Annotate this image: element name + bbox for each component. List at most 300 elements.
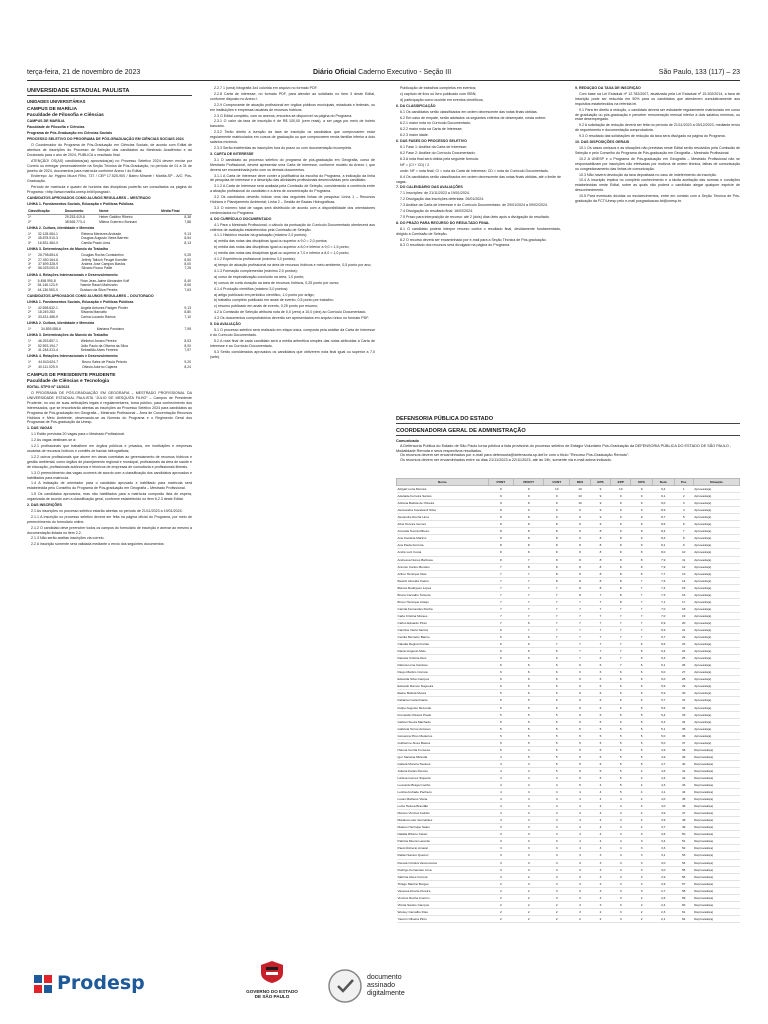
score-cell: 3 xyxy=(488,845,514,852)
score-cell: 8 xyxy=(590,570,610,577)
score-cell: 7 xyxy=(631,626,652,633)
score-cell: 3,1 xyxy=(652,852,674,859)
score-cell: 18 xyxy=(674,605,693,612)
defensoria-header xyxy=(396,414,740,476)
candidate-name: Felipe Augusto Rezende xyxy=(397,704,489,711)
score-cell: 4 xyxy=(590,810,610,817)
candidate-status: Reprovado(a) xyxy=(693,803,739,810)
score-cell: 5 xyxy=(514,704,544,711)
score-cell: 5 xyxy=(544,732,570,739)
col1-line: O Coordenador do Programa de Pós-Graduação em Ciências Sociais, de acordo com Edital de abertura de inscrições do Processo de Seleção dos candidatos ao Mestrado Acadêmico e ao Doutorado para o ano de 2024, PUBLICA o resultado final. xyxy=(27,143,192,157)
col1-line: CANDIDATOS APROVADOS COMO ALUNOS REGULARES – MESTRADO xyxy=(27,196,151,201)
score-cell: 3 xyxy=(488,852,514,859)
score-cell: 6 xyxy=(611,683,631,690)
score-cell: 8 xyxy=(590,584,610,591)
score-cell: 6 xyxy=(570,718,591,725)
col4-paragraph: 10.5 Para eventuais dúvidas ou esclarecimentos, entre em contato com a Seção Técnica de Pós-graduação da FCT/Unesp pelo e-mail posgraduacao.fct@unesp.br. xyxy=(575,194,740,204)
table-cell: 9,20 xyxy=(184,360,191,365)
score-cell: 5 xyxy=(631,746,652,753)
score-cell: 6,0 xyxy=(652,676,674,683)
score-cell: 24 xyxy=(674,648,693,655)
score-cell: 25 xyxy=(674,655,693,662)
score-cell: 4 xyxy=(611,796,631,803)
results-column-header: CONT xyxy=(544,479,570,486)
score-cell: 5 xyxy=(631,760,652,767)
defensoria-paragraph: Os recursos devem ser encaminhados por e-mail para defensoria@defensoria.sp.def.br com o título "Recurso Pós-Graduação Remoto". xyxy=(400,453,630,458)
score-cell: 61 xyxy=(674,908,693,915)
table-cell: Jeferly Talioch Feugel Koestler xyxy=(81,257,128,262)
score-cell: 8 xyxy=(590,563,610,570)
candidate-status: Reprovado(a) xyxy=(693,859,739,866)
table-cell: 7,10 xyxy=(184,314,191,319)
score-cell: 8 xyxy=(590,535,610,542)
score-cell: 9 xyxy=(514,493,544,500)
score-cell: 9 xyxy=(570,507,591,514)
score-cell: 4 xyxy=(674,507,693,514)
score-cell: 5,9 xyxy=(652,690,674,697)
candidate-name: Paulo Roberto Amaral xyxy=(397,845,489,852)
score-cell: 8 xyxy=(590,556,610,563)
score-cell: 8 xyxy=(590,542,610,549)
score-cell: 7 xyxy=(570,605,591,612)
col4-paragraph: 9. REDUÇÃO DA TAXA DE INSCRIÇÃO xyxy=(575,86,641,90)
score-cell: 4 xyxy=(488,753,514,760)
table-cell: 8,40 xyxy=(184,278,191,283)
score-cell: 7 xyxy=(611,626,631,633)
results-row xyxy=(397,634,740,641)
score-cell: 4 xyxy=(514,767,544,774)
score-cell: 10 xyxy=(570,500,591,507)
col2-paragraph: c) resumo publicado em anais de evento, 0,25 ponto por resumo; xyxy=(214,304,318,309)
signed-text-1: documento xyxy=(367,974,402,981)
score-cell: 62 xyxy=(674,915,693,922)
candidate-status: Aprovado(a) xyxy=(693,556,739,563)
score-cell: 5,0 xyxy=(652,739,674,746)
score-cell: 2,3 xyxy=(652,908,674,915)
score-cell: 7 xyxy=(631,591,652,598)
journal-section: Caderno Executivo - Seção III xyxy=(358,69,452,76)
line-title: LINHA 2. Cultura, Identidade e Memória xyxy=(27,226,95,231)
score-cell: 5 xyxy=(488,732,514,739)
col2-paragraph: b) cursos de curta duração na área de recursos hídricos, 0,25 ponto por curso; xyxy=(214,280,340,285)
results-row xyxy=(397,880,740,887)
table-cell: 2º xyxy=(28,343,32,348)
campus2-title: CAMPUS DE PRESIDENTE PRUDENTE xyxy=(27,373,116,379)
col2-paragraph: 2.2.7 1 (uma) fotografia 3x4 colorida em arquivo no formato PDF. xyxy=(214,86,318,90)
candidate-status: Aprovado(a) xyxy=(693,697,739,704)
col2-paragraph: 3.3 O número total de vagas será distribuído de acordo com a disponibilidade dos orientadores credenciados no Programa. xyxy=(210,205,375,215)
col4-paragraph: 10.3 Não haverá devolução da taxa depositada no caso de indeferimento da inscrição. xyxy=(579,172,717,177)
score-cell: 4 xyxy=(590,782,610,789)
score-cell: 6,9 xyxy=(652,619,674,626)
col1-body2 xyxy=(27,391,192,547)
candidate-status: Aprovado(a) xyxy=(693,612,739,619)
candidate-status: Reprovado(a) xyxy=(693,838,739,845)
page-header xyxy=(27,69,740,79)
score-cell: 56 xyxy=(674,873,693,880)
score-cell: 9 xyxy=(570,514,591,521)
candidate-name: Helena Cunha Fonseca xyxy=(397,746,489,753)
col4-paragraph: 10.2 A UNESP e o Programa de Pós-graduação em Geografia – Mestrado Profissional não se responsabilizam por inscrições não efetivadas por motivos de ordem técnica, falhas de comunicação ou congestionamento das linhas de comunicação. xyxy=(575,156,740,171)
score-cell: 6 xyxy=(590,690,610,697)
score-cell: 9 xyxy=(631,542,652,549)
score-cell: 7 xyxy=(611,634,631,641)
score-cell: 49 xyxy=(674,824,693,831)
table-cell: 8,06 xyxy=(184,283,191,288)
stage-results-table xyxy=(396,478,740,923)
candidate-name: Natália Ribeiro Xavier xyxy=(397,831,489,838)
results-row xyxy=(397,887,740,894)
column-header: Documento xyxy=(64,208,98,215)
signed-text-3: digitalmente xyxy=(367,990,405,997)
score-cell: 5 xyxy=(488,725,514,732)
candidate-name: Ana Carolina Martins xyxy=(397,535,489,542)
score-cell: 5 xyxy=(611,767,631,774)
score-cell: 7 xyxy=(611,619,631,626)
score-cell: 4 xyxy=(611,810,631,817)
score-cell: 4 xyxy=(544,789,570,796)
score-cell: 3,3 xyxy=(652,845,674,852)
score-cell: 7 xyxy=(590,591,610,598)
candidate-name: Adelaide Ferreira Santos xyxy=(397,493,489,500)
score-cell: 5,9 xyxy=(652,683,674,690)
table-cell: 44.543.624-7 xyxy=(38,360,59,365)
score-cell: 5 xyxy=(590,774,610,781)
candidate-name: Vitória Santos Campos xyxy=(397,901,489,908)
candidate-status: Reprovado(a) xyxy=(693,760,739,767)
table-cell: 33.431.488-9 xyxy=(37,314,58,319)
score-cell: 23 xyxy=(674,641,693,648)
score-cell: 4 xyxy=(544,782,570,789)
candidate-status: Aprovado(a) xyxy=(693,725,739,732)
score-cell: 3 xyxy=(570,859,591,866)
col1-paragraph: 1.1 Estão previstas 20 vagas para o Mestrado Profissional. xyxy=(31,432,125,437)
col2-paragraph: 4.1.2 Experiência profissional (máximo 3,0 pontos): xyxy=(214,257,296,262)
score-cell: 3 xyxy=(570,866,591,873)
gov-text-1: GOVERNO DO ESTADO xyxy=(246,989,298,994)
results-row xyxy=(397,901,740,908)
score-cell: 5 xyxy=(631,725,652,732)
score-cell: 7 xyxy=(514,591,544,598)
score-cell: 9 xyxy=(631,486,652,493)
score-cell: 7 xyxy=(611,648,631,655)
results-row xyxy=(397,774,740,781)
table-cell: 1º xyxy=(28,253,32,258)
score-cell: 9,4 xyxy=(652,486,674,493)
score-cell: 4 xyxy=(514,796,544,803)
score-cell: 9,0 xyxy=(652,500,674,507)
score-cell: 55 xyxy=(674,866,693,873)
score-cell: 5 xyxy=(590,739,610,746)
score-cell: 3 xyxy=(488,873,514,880)
score-cell: 9 xyxy=(631,514,652,521)
col3-paragraph: 7.5 Prazo para interposição de recurso: até 2 (dois) dias úteis após a divulgação do resultado. xyxy=(400,214,550,219)
score-cell: 53 xyxy=(674,852,693,859)
results-row xyxy=(397,732,740,739)
score-cell: 6 xyxy=(590,683,610,690)
edital-title: EDITAL STPG Nº 13/2023 xyxy=(27,385,70,390)
col2-paragraph: 4.1.1 Histórico escolar da graduação (máximo 2,0 pontos); xyxy=(214,233,308,238)
col1-paragraph: 2.2 A inscrição somente será validada mediante o envio dos seguintes documentos: xyxy=(31,542,165,547)
score-cell: 7,0 xyxy=(652,605,674,612)
score-cell: 9 xyxy=(631,535,652,542)
results-row xyxy=(397,584,740,591)
score-cell: 4 xyxy=(570,845,591,852)
score-cell: 7 xyxy=(544,605,570,612)
candidate-status: Reprovado(a) xyxy=(693,746,739,753)
score-cell: 60 xyxy=(674,901,693,908)
results-row xyxy=(397,486,740,493)
score-cell: 12 xyxy=(674,563,693,570)
table-cell: 9,13 xyxy=(184,232,191,237)
score-cell: 44 xyxy=(674,789,693,796)
score-cell: 3 xyxy=(544,887,570,894)
score-cell: 2,9 xyxy=(652,873,674,880)
score-cell: 10 xyxy=(611,486,631,493)
results-row xyxy=(397,915,740,922)
col3-paragraph: 6.2 Em caso de empate, serão adotados os seguintes critérios de desempate, nesta ordem: xyxy=(400,115,547,120)
score-cell: 4 xyxy=(631,810,652,817)
col3-paragraph: NF = (CI + CD) / 2 xyxy=(400,162,430,167)
score-cell: 6 xyxy=(514,641,544,648)
col1-paragraph: 1.2.2 outros profissionais que atuem em áreas correlatas ao gerenciamento de recursos hídricos e gestão ambiental, como órgãos de planejamento regional e municipal, profissionais da área de saúde e de educação, profissionais autônomos e técnicos de empresas de consultoria e profissionais liberais. xyxy=(27,454,192,469)
table-cell: 7,25 xyxy=(184,266,191,271)
score-cell: 3 xyxy=(611,880,631,887)
score-cell: 3 xyxy=(631,831,652,838)
table-cell: 2º xyxy=(28,219,32,224)
score-cell: 4 xyxy=(631,774,652,781)
candidate-status: Reprovado(a) xyxy=(693,789,739,796)
results-row xyxy=(397,598,740,605)
score-cell: 6,6 xyxy=(652,641,674,648)
col2-paragraph: b) trabalho completo publicado em anais de evento, 0,5 ponto por trabalho; xyxy=(214,298,334,303)
score-cell: 8 xyxy=(544,563,570,570)
score-cell: 8 xyxy=(544,549,570,556)
score-cell: 3 xyxy=(514,852,544,859)
score-cell: 4,1 xyxy=(652,789,674,796)
table-cell: 8,13 xyxy=(184,240,191,245)
candidate-name: Gabriel Souza Machado xyxy=(397,718,489,725)
score-cell: 6 xyxy=(488,626,514,633)
section-title-unesp: UNIVERSIDADE ESTADUAL PAULISTA xyxy=(27,88,192,96)
results-row xyxy=(397,760,740,767)
score-cell: 32 xyxy=(674,704,693,711)
score-cell: 7 xyxy=(570,641,591,648)
score-cell: 4 xyxy=(570,824,591,831)
score-cell: 3 xyxy=(631,859,652,866)
score-cell: 4 xyxy=(590,796,610,803)
table-cell: Douglas Augusto Vieira Barreto xyxy=(81,236,129,241)
score-cell: 4 xyxy=(611,845,631,852)
col3-paragraph: 6. DA CLASSIFICAÇÃO xyxy=(396,103,436,108)
score-cell: 5 xyxy=(611,760,631,767)
score-cell: 7 xyxy=(488,591,514,598)
candidate-status: Aprovado(a) xyxy=(693,704,739,711)
score-cell: 2 xyxy=(590,915,610,922)
score-cell: 8 xyxy=(590,528,610,535)
candidate-name: Mariana Leite Guimarães xyxy=(397,817,489,824)
gov-text-2: DE SÃO PAULO xyxy=(254,994,290,1000)
score-cell: 4 xyxy=(631,767,652,774)
col3-paragraph: 6.2.2 maior nota na Carta de Interesse; xyxy=(400,127,463,132)
col3-paragraph: 7.1 Inscrições: de 21/11/2023 a 19/01/2024. xyxy=(400,191,470,196)
score-cell: 3 xyxy=(631,838,652,845)
line-title: LINHA 1. Fundamentos Sociais, Educação e Políticas Públicas xyxy=(27,299,134,304)
score-cell: 36 xyxy=(674,732,693,739)
score-cell: 7 xyxy=(570,612,591,619)
score-cell: 9 xyxy=(570,535,591,542)
score-cell: 2 xyxy=(631,894,652,901)
score-cell: 6 xyxy=(514,669,544,676)
score-cell: 7 xyxy=(590,612,610,619)
candidate-name: Adriana Batista de Oliveira xyxy=(397,500,489,507)
col3-paragraph: 6.1 Os candidatos serão classificados em ordem decrescente das notas finais obtidas. xyxy=(400,109,538,114)
candidate-name: Bruna Carvalho Teixeira xyxy=(397,591,489,598)
score-cell: 40 xyxy=(674,760,693,767)
score-cell: 4 xyxy=(570,810,591,817)
score-cell: 5 xyxy=(544,739,570,746)
table-cell: 37.699.328-9 xyxy=(38,261,59,266)
candidate-name: Camila Fernandes Rocha xyxy=(397,605,489,612)
score-cell: 2,1 xyxy=(652,915,674,922)
score-cell: 7 xyxy=(611,641,631,648)
table-cell: 38.565.773-4 xyxy=(64,219,85,224)
column-1 xyxy=(27,86,192,954)
candidate-name: Carolina Vieira Santos xyxy=(397,626,489,633)
table-cell: 2º xyxy=(28,283,32,288)
score-cell: 6 xyxy=(590,662,610,669)
score-cell: 4 xyxy=(488,760,514,767)
candidate-name: Ana Paula Ferreira xyxy=(397,542,489,549)
score-cell: 8 xyxy=(631,556,652,563)
col2-paragraph: 4.2 A Comissão de Seleção atribuirá nota de 0,0 (zero) a 10,0 (dez) ao Currículo Documentado. xyxy=(214,310,367,315)
score-cell: 5 xyxy=(514,739,544,746)
column-4 xyxy=(575,86,740,408)
candidate-status: Aprovado(a) xyxy=(693,626,739,633)
score-cell: 6 xyxy=(488,648,514,655)
col3-paragraph: 6.2 Fase 2: Análise do Currículo Documentado; xyxy=(400,150,476,155)
candidate-status: Reprovado(a) xyxy=(693,782,739,789)
col1-paragraph: 2. DAS INSCRIÇÕES xyxy=(27,503,62,508)
results-row xyxy=(397,908,740,915)
score-cell: 6 xyxy=(488,634,514,641)
score-cell: 8 xyxy=(570,542,591,549)
score-cell: 14 xyxy=(674,577,693,584)
score-cell: 6 xyxy=(590,655,610,662)
results-column-header: Nome xyxy=(397,479,489,486)
table-cell: 8,24 xyxy=(184,364,191,369)
candidate-status: Aprovado(a) xyxy=(693,521,739,528)
score-cell: 6 xyxy=(544,683,570,690)
table-cell: João Paulo da Oliveira da Silva xyxy=(80,343,128,348)
results-row xyxy=(397,873,740,880)
score-cell: 8 xyxy=(514,500,544,507)
results-row xyxy=(397,739,740,746)
candidate-status: Reprovado(a) xyxy=(693,817,739,824)
results-row xyxy=(397,803,740,810)
results-row xyxy=(397,619,740,626)
col1-line: CAMPUS DE MARÍLIA xyxy=(27,119,65,124)
score-cell: 8 xyxy=(611,584,631,591)
table-cell: Camila Prado Lima xyxy=(81,240,110,245)
score-cell: 7 xyxy=(488,619,514,626)
candidate-name: Rafael Santos Queiroz xyxy=(397,852,489,859)
score-cell: 7 xyxy=(570,634,591,641)
score-cell: 5 xyxy=(488,697,514,704)
score-cell: 7 xyxy=(544,584,570,591)
score-cell: 3 xyxy=(570,894,591,901)
col1-paragraph: 2.1.2 O candidato deve preencher todos os campos do formulário de inscrição e anexar ao mesmo a documentação listada no item 2.2. xyxy=(27,525,192,535)
candidate-status: Reprovado(a) xyxy=(693,810,739,817)
candidate-name: Isabela Moreira Tavares xyxy=(397,760,489,767)
score-cell: 3 xyxy=(631,873,652,880)
score-cell: 3 xyxy=(590,894,610,901)
score-cell: 8 xyxy=(570,556,591,563)
col4-paragraph: 10.4 A inscrição implica no completo conhecimento e a tácita aceitação das normas e condições estabelecidas neste Edital, sobre as quais não poderá o candidato alegar qualquer espécie de desconhecimento. xyxy=(575,178,740,193)
candidate-status: Aprovado(a) xyxy=(693,535,739,542)
results-row xyxy=(397,746,740,753)
col2-paragraph: 3.1 O candidato ao processo seletivo do programa de pós-graduação em Geografia, curso de Mestrado Profissional, deverá apresentar uma Carta de Interesse, conforme modelo do Anexo I, que deverá ser encaminhada junto com os demais documentos. xyxy=(210,157,375,172)
score-cell: 5 xyxy=(611,746,631,753)
score-cell: 7 xyxy=(631,577,652,584)
score-cell: 9 xyxy=(631,528,652,535)
table-cell: 7,95 xyxy=(184,326,191,331)
score-cell: 8 xyxy=(488,542,514,549)
col1-paragraph: 1.2.1 profissionais que trabalhem em órgãos públicos e privados, em instituições e empresas usuárias de recursos hídricos e comitês de bacias hidrográficas; xyxy=(27,444,192,453)
candidate-status: Reprovado(a) xyxy=(693,915,739,922)
score-cell: 8 xyxy=(514,549,544,556)
col2-paragraph: 2.3.2 Terão direito à isenção da taxa de inscrição os candidatos que comprovarem estar regularmente matriculados em cursos de graduação ou que comprovarem renda familiar inferior a dois salários mínimos. xyxy=(210,130,375,145)
results-table-mestrado-l2 xyxy=(27,232,192,245)
col1-paragraph: 2.1 As inscrições no processo seletivo estarão abertas no período de 21/11/2023 a 19/01/2024. xyxy=(31,508,183,513)
score-cell: 5 xyxy=(590,746,610,753)
score-cell: 3 xyxy=(544,845,570,852)
table-cell: 3º xyxy=(28,240,32,245)
score-cell: 2,9 xyxy=(652,880,674,887)
table-cell: 34.893.088-6 xyxy=(40,326,61,331)
table-cell: 29.253.419-6 xyxy=(64,215,85,220)
score-cell: 5 xyxy=(570,739,591,746)
score-cell: 7 xyxy=(590,641,610,648)
table-cell: Rebeca Menezes Andrade xyxy=(81,232,122,237)
results-row xyxy=(397,528,740,535)
faculty2-title: Faculdade de Ciências e Tecnologia xyxy=(27,379,110,385)
score-cell: 4,0 xyxy=(652,803,674,810)
score-cell: 6 xyxy=(544,655,570,662)
results-row xyxy=(397,570,740,577)
score-cell: 5 xyxy=(514,711,544,718)
score-cell: 5 xyxy=(514,732,544,739)
score-cell: 8 xyxy=(514,514,544,521)
score-cell: 6 xyxy=(590,704,610,711)
col2-paragraph: a) média das notas das disciplinas igual ou superior a 9,0 = 2,0 pontos; xyxy=(214,239,328,244)
score-cell: 4 xyxy=(544,831,570,838)
table-cell: 3º xyxy=(28,314,32,319)
candidate-name: Luiza Helena Brandão xyxy=(397,803,489,810)
col2-paragraph: 2.3.3 Serão indeferidas as inscrições fora do prazo ou com documentação incompleta. xyxy=(214,145,352,150)
results-row xyxy=(397,718,740,725)
candidate-name: Fernanda Oliveira Prado xyxy=(397,711,489,718)
score-cell: 4 xyxy=(514,746,544,753)
score-cell: 3 xyxy=(611,873,631,880)
table-cell: 16.831.484-X xyxy=(37,240,59,245)
col1-paragraph: 1.5 Os candidatos aprovados, mas não habilitados para a matrícula comporão lista de espera, organizada de acordo com a classificação geral, conforme estabelecido no item 6.2.3 deste Edital. xyxy=(27,492,192,502)
results-row xyxy=(397,669,740,676)
table-row xyxy=(27,266,192,270)
col1-paragraph: 1. DAS VAGAS xyxy=(27,426,53,431)
results-row xyxy=(397,831,740,838)
score-cell: 5 xyxy=(631,753,652,760)
